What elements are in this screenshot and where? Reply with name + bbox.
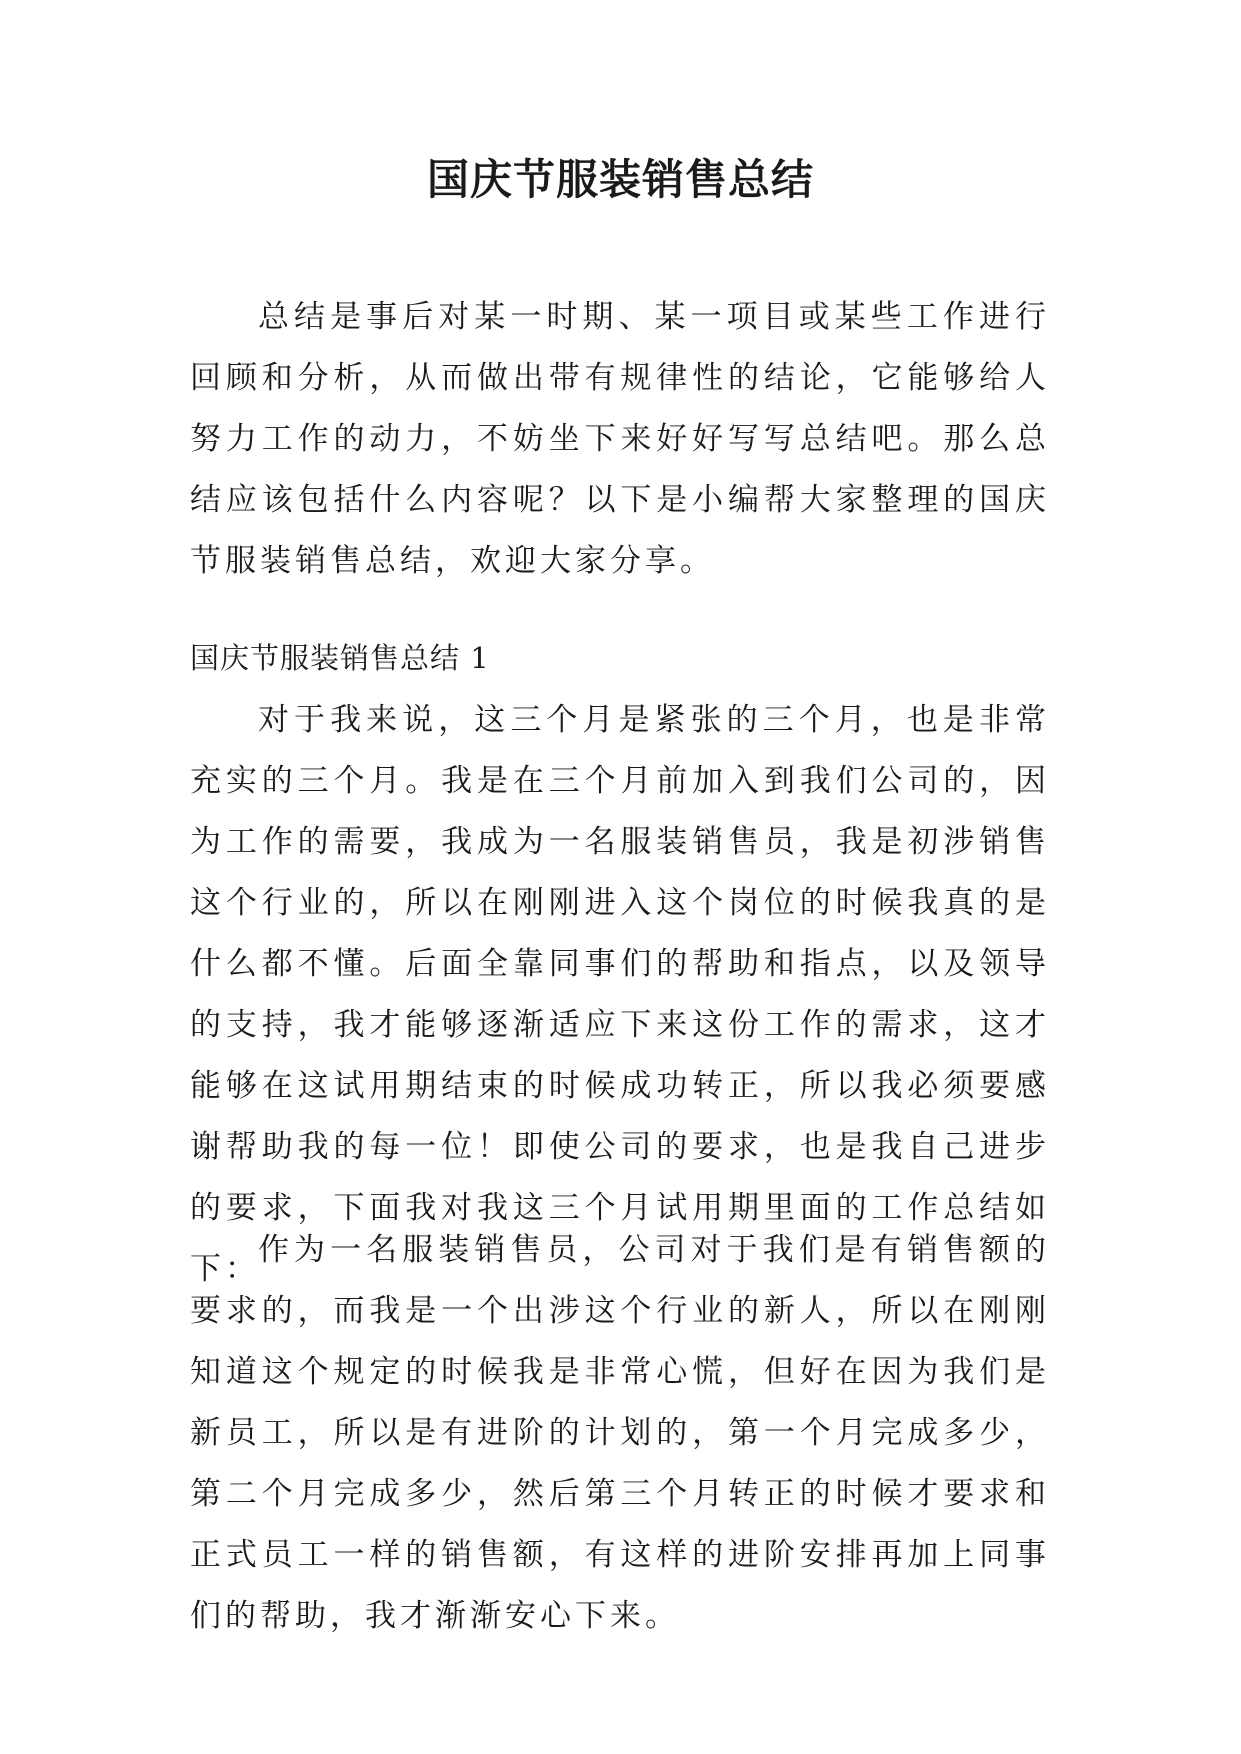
intro-paragraph: 总结是事后对某一时期、某一项目或某些工作进行回顾和分析，从而做出带有规律性的结论，它能够给人努力工作的动力，不妨坐下来好好写写总结吧。那么总结应该包括什么内容呢？以下是小编帮大家整理的国庆节服装销售总结，欢迎大家分享。 [190,299,1050,579]
body-paragraph-1: 对于我来说，这三个月是紧张的三个月，也是非常充实的三个月。我是在三个月前加入到我们公司的，因为工作的需要，我成为一名服装销售员，我是初涉销售这个行业的，所以在刚刚进入这个岗位的时候我真的是什么都不懂。后面全靠同事们的帮助和指点，以及领导的支持，我才能够逐渐适应下来这份工作的需求，这才能够在这试用期结束的时候成功转正，所以我必须要感谢帮助我的每一位！即使公司的要求，也是我自己进步的要求，下面我对我这三个月试用期里面的工作总结如下： [190,702,1050,1287]
document-title: 国庆节服装销售总结 [426,155,814,204]
body-paragraph-2: 作为一名服装销售员，公司对于我们是有销售额的要求的，而我是一个出涉这个行业的新人，所以在刚刚知道这个规定的时候我是非常心慌，但好在因为我们是新员工，所以是有进阶的计划的，第一个月完成多少，第二个月完成多少，然后第三个月转正的时候才要求和正式员工一样的销售额，有这样的进阶安排再加上同事们的帮助，我才渐渐安心下来。 [190,1232,1050,1634]
section-heading: 国庆节服装销售总结 1 [190,641,490,675]
